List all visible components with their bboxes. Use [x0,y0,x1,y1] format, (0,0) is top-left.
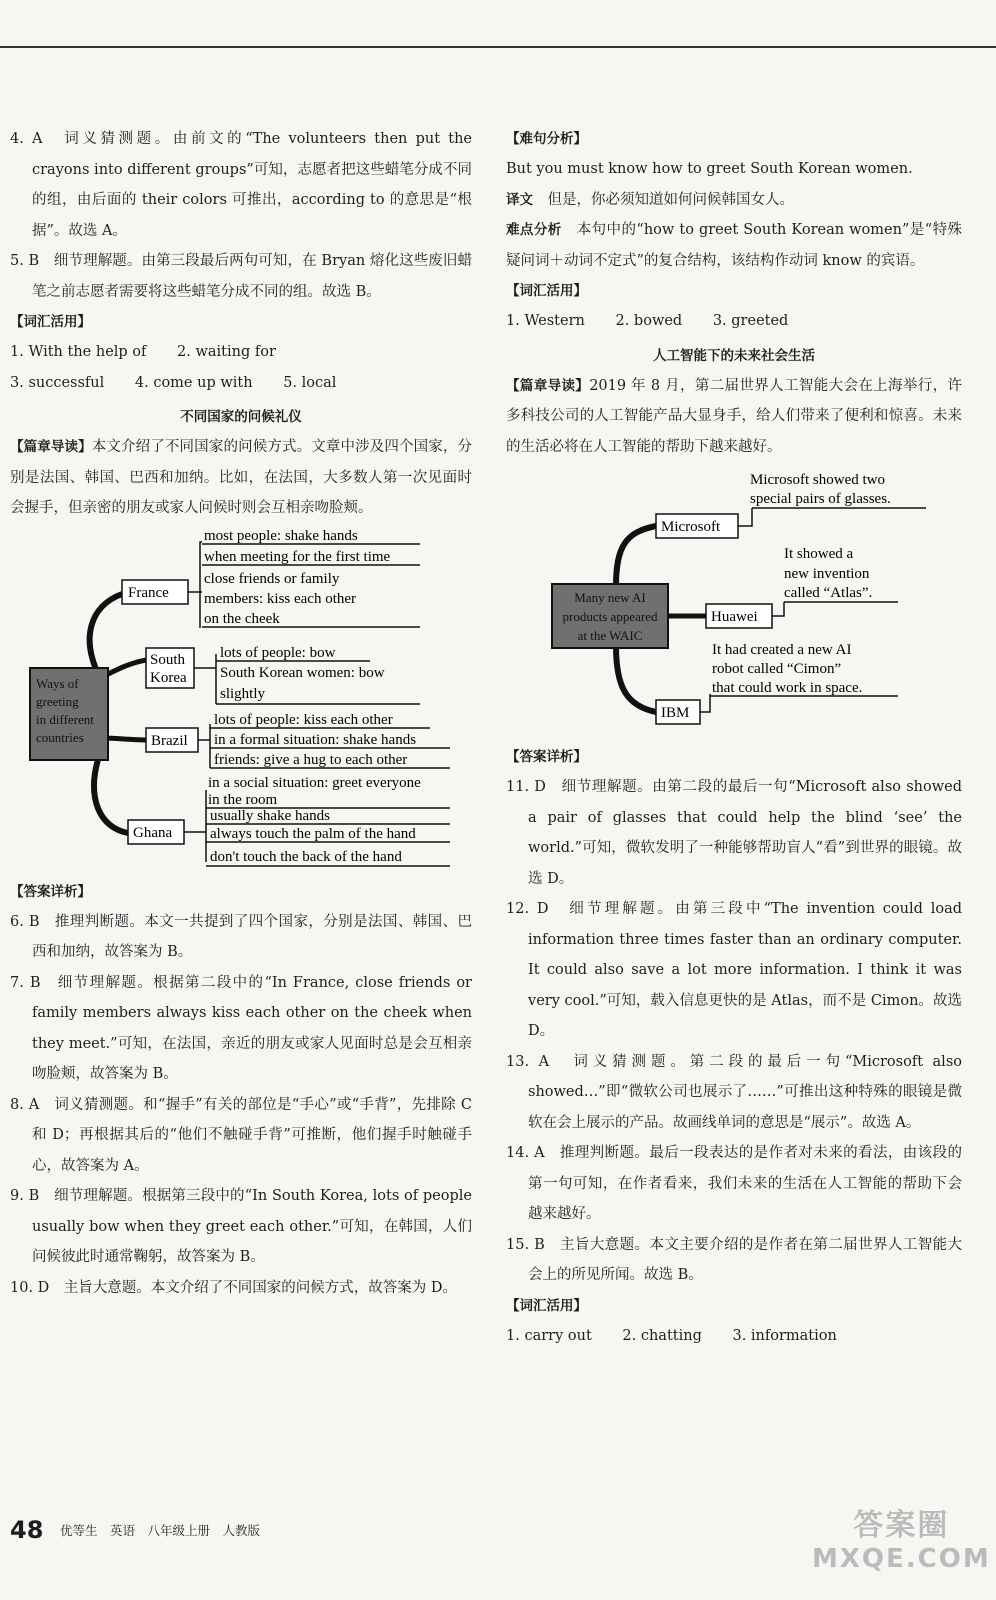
passage-title: 不同国家的问候礼仪 [180,409,302,425]
ibm-item: It had created a new AI [712,642,852,658]
brazil-item: friends: give a hug to each other [214,751,408,768]
france-item: close friends or family [204,570,340,587]
france-item: when meeting for the first time [204,548,391,565]
translation-text: 但是，你必须知道如何问候韩国女人。 [547,191,794,208]
vocab-item: 1. carry out [506,1327,592,1344]
difficult-sentence: But you must know how to greet South Korean women. [506,161,913,177]
difficult-sentence-heading: 【难句分析】 [506,131,587,147]
node-ghana-label: Ghana [133,824,173,841]
vocab-heading: 【词汇活用】 [506,1297,587,1314]
korea-item: slightly [220,685,266,702]
center-line: Ways of [36,675,79,691]
intro-text: 本文介绍了不同国家的问候方式。文章中涉及四个国家，分别是法国、韩国、巴西和加纳。比如，在法国，大多数人第一次见面时会握手，但亲密的朋友或家人问候时则会互相亲吻脸颊。 [10,439,473,516]
intro-label: 【篇章导读】 [506,377,590,394]
node-korea-label: Korea [150,669,187,686]
translation-label: 译文 [506,191,533,208]
vocab-item: 3. greeted [712,313,789,329]
korea-item: lots of people: bow [220,644,336,661]
center-line: greeting [36,693,79,709]
ibm-item: robot called “Cimon” [712,661,842,677]
answer-8: 8. A 词义猜测题。和“握手”有关的部位是“手心”或“手背”，先排除 C 和 D；再根据其后的“他们不触碰手背”可推断，他们握手时触碰手心，故答案为 A。 [10,1096,472,1174]
answer-12: 12. D 细节理解题。由第三段中“The invention could load information three times faster than an ordinary computer. It could also save a lot more information. I think it was very cool.”可知，载入信息更快的是 Atlas，而不是 Cimon。故选 D。 [506,901,962,1039]
ghana-item: in the room [208,791,278,808]
vocab-heading: 【词汇活用】 [506,283,587,299]
vocab-item: 1. With the help of [10,344,147,360]
answer-4: 4. A 词义猜测题。由前文的“The volunteers then put the crayons into different groups”可知，志愿者把这些蜡笔分成不同的组，由后面的 their colors 可推出，according to 的意思是“根据”。故选 A。 [10,131,472,239]
greeting-mind-map [10,528,472,873]
ghana-item: usually shake hands [210,807,330,824]
top-rule [0,46,996,48]
page-footer [10,1516,260,1544]
center-line: countries [36,729,84,745]
analysis-text: 本句中的“how to greet South Korean women”是“特殊疑问词＋动词不定式”的复合结构，该结构作动词 know 的宾语。 [506,222,963,269]
node-ibm-label: IBM [661,705,690,721]
passage-title: 人工智能下的未来社会生活 [653,347,815,364]
passage-intro [10,432,472,524]
answers-heading: 【答案详析】 [506,749,587,765]
answer-7: 7. B 细节理解题。根据第二段中的“In France, close friends or family members always kiss each other on the cheek when they meet.”可知，在法国，亲近的朋友或家人见面时总是会互相亲吻脸颊，故答案为 B。 [10,974,472,1082]
brazil-item: in a formal situation: shake hands [214,731,417,748]
book-info: 优等生 英语 八年级上册 人教版 [60,1523,261,1538]
answer-11: 11. D 细节理解题。由第二段的最后一句“Microsoft also showed a pair of glasses that could help the blind ‘see’ the world.”可知，微软发明了一种能够帮助盲人“看”到世界的眼镜。故选 D。 [506,779,962,887]
france-item: most people: shake hands [204,527,358,544]
answer-14: 14. A 推理判断题。最后一段表达的是作者对未来的看法，由该段的第一句可知，在作者看来，我们未来的生活在人工智能的帮助下会越来越好。 [506,1145,962,1222]
vocab-heading: 【词汇活用】 [10,314,91,330]
france-item: on the cheek [204,610,280,627]
huawei-item: called “Atlas”. [784,585,873,601]
intro-text: 2019 年 8 月，第二届世界人工智能大会在上海举行，许多科技公司的人工智能产品大显身手，给人们带来了便利和惊喜。未来的生活必将在人工智能的帮助下越来越好。 [506,377,963,455]
vocab-item: 4. come up with [134,374,253,391]
watermark-url: MXQE.COM [812,1544,991,1574]
passage-intro [506,371,962,463]
ai-mind-map [506,466,962,738]
page-number: 48 [10,1516,44,1544]
ibm-item: that could work in space. [712,680,863,696]
ghana-item: don't touch the back of the hand [210,848,402,865]
vocab-line [506,1321,962,1352]
node-brazil-label: Brazil [151,732,188,749]
vocab-line-1 [10,337,472,368]
analysis-label: 难点分析 [506,222,562,238]
watermark-logo [812,1500,991,1574]
answer-10: 10. D 主旨大意题。本文介绍了不同国家的问候方式，故答案为 D。 [10,1279,458,1296]
center-line: in different [36,711,94,727]
huawei-item: new invention [784,566,870,582]
korea-item: South Korean women: bow [220,664,385,681]
answers-heading: 【答案详析】 [10,883,91,900]
node-korea-label: South [150,651,186,668]
ghana-item: in a social situation: greet everyone [208,774,421,791]
right-column [506,124,962,1351]
vocab-line [506,306,962,337]
microsoft-item: special pairs of glasses. [750,491,891,507]
answer-15: 15. B 主旨大意题。本文主要介绍的是作者在第二届世界人工智能大会上的所见所闻。故选 B。 [506,1236,962,1283]
microsoft-item: Microsoft showed two [750,472,885,488]
vocab-item: 3. information [732,1327,837,1344]
vocab-item: 5. local [283,374,337,391]
center-line: Many new AI [574,590,646,605]
answer-5: 5. B 细节理解题。由第三段最后两句可知，在 Bryan 熔化这些废旧蜡笔之前志愿者需要将这些蜡笔分成不同的组。故选 B。 [10,253,472,300]
watermark-text: 答案圈 [853,1508,950,1543]
node-huawei-label: Huawei [711,609,758,625]
vocab-item: 2. waiting for [177,344,276,360]
left-column [10,124,472,1303]
ghana-item: always touch the palm of the hand [210,825,416,842]
france-item: members: kiss each other [204,590,357,607]
vocab-item: 1. Western [506,313,585,329]
translation [506,185,962,216]
center-line: at the WAIC [577,628,643,643]
vocab-item: 2. bowed [615,313,683,329]
analysis [506,215,962,276]
vocab-line-2 [10,368,472,399]
vocab-item: 2. chatting [622,1327,702,1344]
answer-6: 6. B 推理判断题。本文一共提到了四个国家，分别是法国、韩国、巴西和加纳，故答案为 B。 [10,913,472,960]
answer-13: 13. A 词义猜测题。第二段的最后一句“Microsoft also showed…”即“微软公司也展示了……”可推出这种特殊的眼镜是微软在会上展示的产品。故画线单词的意思是“展示”。故选 A。 [506,1053,962,1131]
node-france-label: France [128,584,169,601]
answer-9: 9. B 细节理解题。根据第三段中的“In South Korea, lots of people usually bow when they greet each other.”可知，在韩国，人们问候彼此时通常鞠躬，故答案为 B。 [10,1188,472,1265]
center-line: products appeared [562,609,658,624]
intro-label: 【篇章导读】 [10,439,92,455]
huawei-item: It showed a [784,546,854,562]
node-microsoft-label: Microsoft [661,519,721,535]
vocab-item: 3. successful [10,374,105,391]
brazil-item: lots of people: kiss each other [214,711,393,728]
